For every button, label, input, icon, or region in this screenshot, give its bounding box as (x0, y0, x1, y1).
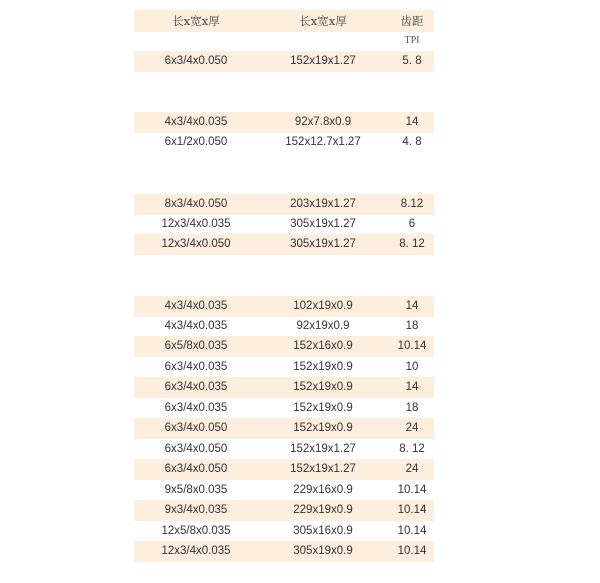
table-cell-c2: 305x19x0.9 (293, 545, 353, 558)
table-cell-c3: 8.12 (400, 198, 424, 211)
table-cell-c2: 152x19x0.9 (293, 422, 353, 435)
header-col3: 齿距 (400, 14, 424, 28)
table-cell-c3: 18 (405, 320, 419, 333)
table-row (134, 214, 434, 235)
table-cell-c2: 152x19x1.27 (290, 443, 356, 456)
table-cell-c3: 24 (405, 422, 419, 435)
table-cell-c1: 6x3/4x0.035 (164, 381, 228, 394)
table-cell-c1: 12x5/8x0.035 (161, 525, 231, 538)
table-cell-c3: 6 (408, 218, 416, 231)
table-cell-c1: 4x3/4x0.035 (164, 300, 228, 313)
table-cell-c2: 152x19x0.9 (293, 361, 353, 374)
table-cell-c2: 152x19x0.9 (293, 381, 353, 394)
table-cell-c3: 18 (405, 402, 419, 415)
table-cell-c3: 10.14 (397, 484, 427, 497)
table-row (134, 521, 434, 542)
table-cell-c1: 9x5/8x0.035 (164, 484, 228, 497)
table-cell-c3: 24 (405, 463, 419, 476)
table-row (134, 51, 434, 72)
table-cell-c2: 305x19x1.27 (290, 238, 356, 251)
header-col2: 长x宽x厚 (299, 14, 347, 28)
table-cell-c3: 4. 8 (402, 136, 422, 149)
table-cell-c1: 6x3/4x0.050 (164, 55, 228, 68)
table-row (134, 439, 434, 460)
table-cell-c2: 152x19x0.9 (293, 402, 353, 415)
table-cell-c1: 8x3/4x0.050 (164, 198, 228, 211)
table-cell-c1: 4x3/4x0.035 (164, 320, 228, 333)
table-cell-c2: 229x16x0.9 (293, 484, 353, 497)
table-cell-c2: 305x19x1.27 (290, 218, 356, 231)
table-cell-c2: 229x19x0.9 (293, 504, 353, 517)
table-cell-c1: 6x3/4x0.035 (164, 402, 228, 415)
table-cell-c3: 8. 12 (399, 443, 425, 456)
table-cell-c2: 152x16x0.9 (293, 340, 353, 353)
table-cell-c3: 10.14 (397, 525, 427, 538)
table-cell-c2: 305x16x0.9 (293, 525, 353, 538)
table-cell-c1: 4x3/4x0.035 (164, 116, 228, 129)
table-cell-c1: 6x3/4x0.050 (164, 422, 228, 435)
table-cell-c1: 6x1/2x0.050 (164, 136, 228, 149)
table-cell-c2: 102x19x0.9 (293, 300, 353, 313)
table-row (134, 336, 434, 357)
table-cell-c2: 152x19x1.27 (290, 55, 356, 68)
table-cell-c1: 12x3/4x0.035 (161, 218, 231, 231)
table-cell-c1: 12x3/4x0.050 (161, 238, 231, 251)
table-cell-c2: 92x7.8x0.9 (294, 116, 352, 129)
table-cell-c3: 14 (405, 300, 419, 313)
table-row (134, 112, 434, 133)
table-row (134, 480, 434, 501)
spec-table (134, 10, 434, 558)
subheader-row (134, 32, 434, 48)
table-cell-c3: 5. 8 (402, 55, 422, 68)
table-cell-c2: 203x19x1.27 (290, 198, 356, 211)
table-row (134, 500, 434, 521)
table-cell-c1: 9x3/4x0.035 (164, 504, 228, 517)
table-cell-c1: 6x5/8x0.035 (164, 340, 228, 353)
table-row (134, 541, 434, 562)
table-cell-c3: 10.14 (397, 545, 427, 558)
table-cell-c2: 92x19x0.9 (296, 320, 350, 333)
table-cell-c2: 152x12.7x1.27 (285, 136, 361, 149)
table-row (134, 377, 434, 398)
table-row (134, 418, 434, 439)
table-row (134, 316, 434, 337)
table-cell-c1: 12x3/4x0.035 (161, 545, 231, 558)
table-cell-c3: 14 (405, 381, 419, 394)
header-col1: 长x宽x厚 (172, 14, 220, 28)
table-row (134, 132, 434, 153)
table-cell-c3: 10.14 (397, 504, 427, 517)
table-row (134, 194, 434, 215)
table-cell-c3: 14 (405, 116, 419, 129)
table-row (134, 357, 434, 378)
table-row (134, 296, 434, 317)
table-row (134, 459, 434, 480)
header-row (134, 10, 434, 32)
header-col3-sub: TPI (404, 34, 420, 46)
table-cell-c2: 152x19x1.27 (290, 463, 356, 476)
table-cell-c3: 8. 12 (399, 238, 425, 251)
table-cell-c1: 6x3/4x0.035 (164, 361, 228, 374)
table-cell-c1: 6x3/4x0.050 (164, 463, 228, 476)
table-cell-c3: 10 (405, 361, 419, 374)
table-row (134, 398, 434, 419)
table-cell-c3: 10.14 (397, 340, 427, 353)
table-row (134, 234, 434, 255)
table-cell-c1: 6x3/4x0.050 (164, 443, 228, 456)
